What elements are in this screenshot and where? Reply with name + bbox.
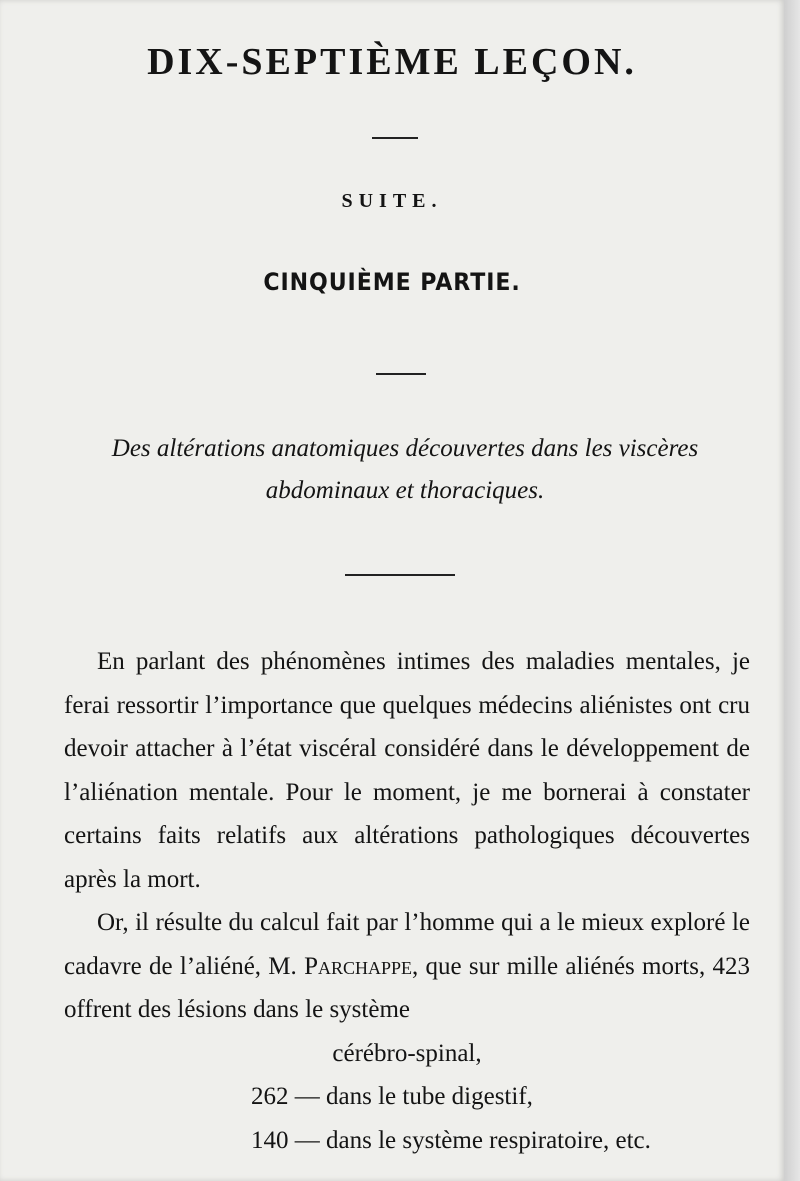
suite-heading: SUITE.: [341, 190, 443, 212]
paragraph-2-text-a: Or, il résulte du calcul fait par l’homme qui a le mieux exploré le cadavre de l’aliéné, M.: [64, 909, 750, 980]
section-divider: [345, 574, 455, 576]
paragraph-1: En parlant des phénomènes intimes des maladies mentales, je ferai ressortir l’importance que quelques médecins aliénistes ont cru devoir attacher à l’état viscéral considéré dans le développement de l’aliénation mentale. Pour le moment, je me bornerai à constater certains faits relatifs aux altérations pathologiques découvertes après la mort.: [64, 648, 750, 893]
title-divider: [372, 137, 418, 139]
list-item-digestif: 262 — dans le tube digestif,: [251, 1083, 533, 1110]
section-subtitle: [64, 428, 746, 512]
chapter-title: DIX-SEPTIÈME LEÇON.: [147, 41, 637, 83]
paragraph-2-text-b: , que sur mille aliénés morts, 423 offrent des lésions dans le système: [64, 952, 751, 1023]
paragraph-2: [64, 901, 750, 1032]
paragraph-2-centered: cérébro-spinal,: [332, 1039, 482, 1067]
part-heading: CINQUIÈME PARTIE.: [263, 268, 521, 296]
subtitle-line-2: abdominaux et thoraciques.: [265, 477, 545, 504]
subtitle-line-1: Des altérations anatomiques découvertes dans les viscères: [111, 435, 699, 462]
page-edge: [784, 0, 800, 1181]
list-item-respiratoire: 140 — dans le système respiratoire, etc.: [251, 1126, 651, 1154]
body-text: [64, 640, 750, 1162]
part-divider: [376, 373, 426, 375]
author-name: Parchappe: [304, 952, 413, 980]
